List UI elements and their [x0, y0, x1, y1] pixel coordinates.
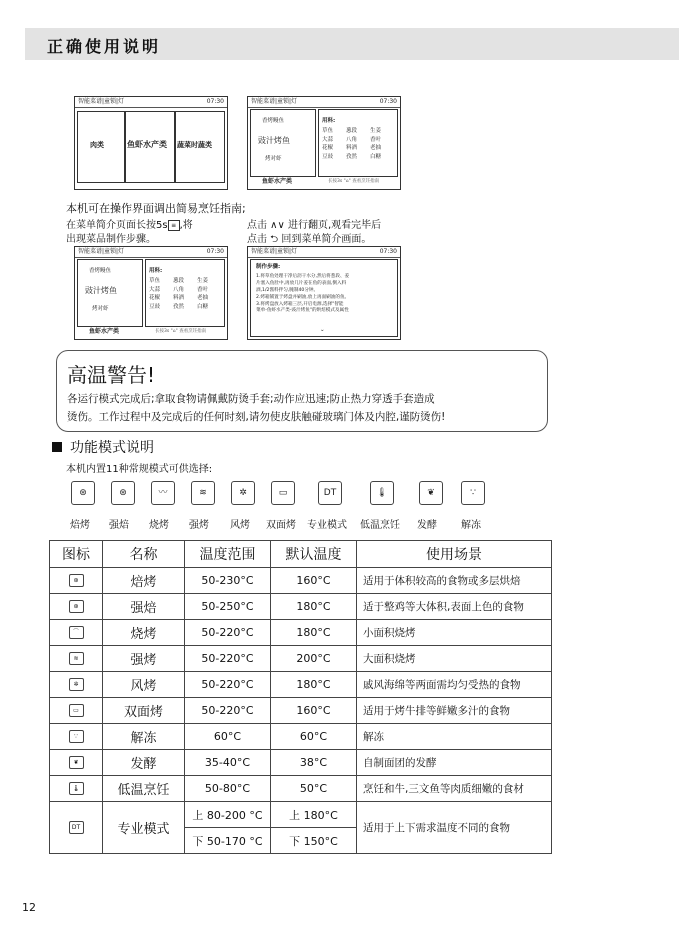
temp-range: 50-230°C	[185, 568, 271, 594]
footer-category: 鱼虾水产类	[89, 328, 120, 335]
table-row	[50, 620, 552, 646]
default-temp: 60°C	[271, 724, 357, 750]
default-temp: 180°C	[271, 620, 357, 646]
dt-icon: DT	[318, 481, 342, 505]
mode-label: 解冻	[461, 520, 481, 531]
clock-time: 07:30	[206, 248, 224, 255]
use-case: 自制面团的发酵	[357, 750, 552, 776]
recipe-prev: 香烤鳗鱼	[262, 118, 285, 124]
step-line: 3.将烤盘放入烤箱三层,开启电源,选择"智能	[256, 301, 344, 307]
mode-name: 烧烤	[103, 620, 185, 646]
mode-icon: 🌡	[69, 782, 84, 795]
mode-icon-cell	[50, 698, 103, 724]
temp-range-upper: 上 80-200 °C	[185, 802, 271, 828]
default-temp: 180°C	[271, 594, 357, 620]
ingredients-list	[322, 129, 394, 163]
modes-subtitle: 本机内置11种常规模式可供选择:	[66, 464, 213, 475]
intro-line2b: ,将	[179, 220, 193, 231]
temp-range: 50-220°C	[185, 672, 271, 698]
mode-icon-cell	[50, 776, 103, 802]
screen-recipe-detail	[74, 246, 228, 340]
menu-icon: ≡	[168, 220, 180, 231]
ferment-icon: ❦	[419, 481, 443, 505]
thermometer-icon: 🌡	[370, 481, 394, 505]
warning-line2: 烫伤。工作过程中及完成后的任何时刻,请勿使皮肤触碰玻璃门体及内腔,谨防烫伤!	[67, 411, 446, 423]
warning-title: 高温警告!	[67, 363, 156, 387]
status-label: 智能菜谱|童锁|灯	[251, 248, 298, 255]
screen-recipe-list	[247, 96, 401, 190]
intro-line2	[66, 216, 193, 231]
header-use: 使用场景	[357, 541, 552, 568]
modes-title: 功能模式说明	[70, 440, 154, 456]
table-row	[50, 568, 552, 594]
step-line: 片塞入鱼肚中,再放几片姜在鱼的表面,倒入料	[256, 280, 347, 286]
table-row	[50, 724, 552, 750]
header-icon: 图标	[50, 541, 103, 568]
chevron-down-icon[interactable]: ⌄	[320, 327, 325, 333]
ingredient-item: 料酒	[173, 295, 185, 301]
recipe-next: 烤对虾	[265, 156, 282, 162]
ingredient-item: 料酒	[346, 145, 358, 151]
table-row	[50, 750, 552, 776]
intro-line3: 出现菜品制作步骤。	[66, 234, 156, 245]
header-default: 默认温度	[271, 541, 357, 568]
use-case: 小面积烧烤	[357, 620, 552, 646]
ingredient-item: 八角	[346, 136, 358, 143]
mode-icon-cell	[50, 620, 103, 646]
step-line: 菜单-鱼虾水产类-豉汁烤鱼"的烘焙模式及属性	[256, 308, 349, 314]
mode-name: 双面烤	[103, 698, 185, 724]
defrost-icon: ∵	[461, 481, 485, 505]
table-row	[50, 802, 552, 828]
recipe-next: 烤对虾	[92, 306, 109, 312]
ingredient-item: 草鱼	[322, 128, 334, 134]
ingredient-item: 草鱼	[149, 278, 161, 284]
ingredient-item: 花椒	[149, 295, 161, 301]
temp-range: 50-80°C	[185, 776, 271, 802]
strong-grill-icon: ≋	[191, 481, 215, 505]
high-temp-warning	[56, 350, 548, 432]
table-row	[50, 646, 552, 672]
recipe-current: 豉汁烤鱼	[85, 286, 117, 295]
mode-icon: ∵	[69, 730, 84, 743]
ingredient-item: 老抽	[370, 145, 382, 151]
default-temp-lower: 下 150°C	[271, 828, 357, 854]
mode-label: 发酵	[417, 520, 437, 531]
ingredient-item: 花椒	[322, 145, 334, 151]
mode-icon: ≋	[69, 652, 84, 665]
default-temp: 160°C	[271, 568, 357, 594]
use-case: 适用于烤牛排等鲜嫩多汁的食物	[357, 698, 552, 724]
use-case: 适用于体积较高的食物或多层烘焙	[357, 568, 552, 594]
default-temp-upper: 上 180°C	[271, 802, 357, 828]
strong-fan-icon: ⊛	[111, 481, 135, 505]
section-title	[52, 437, 154, 457]
table-row	[50, 698, 552, 724]
warning-line1: 各运行模式完成后;拿取食物请佩戴防烫手套;动作应迅速;防止热力穿透手套造成	[67, 393, 435, 405]
header-name: 名称	[103, 541, 185, 568]
status-label: 智能菜谱|童锁|灯	[251, 98, 298, 105]
mode-name: 焙烤	[103, 568, 185, 594]
ingredient-item: 香叶	[197, 286, 209, 293]
ingredient-item: 孜然	[173, 303, 185, 310]
ingredient-item: 孜然	[346, 153, 358, 160]
ingredient-item: 豆豉	[149, 303, 161, 310]
fan-icon: ⊛	[71, 481, 95, 505]
mode-label: 烧烤	[149, 520, 169, 531]
ingredient-item: 生姜	[197, 278, 209, 284]
steps-text	[256, 274, 349, 315]
screen-recipe-steps	[247, 246, 401, 340]
mode-label: 强焙	[109, 520, 129, 531]
mode-icon-cell	[50, 750, 103, 776]
ingredient-item: 豆豉	[322, 153, 334, 160]
default-temp: 38°C	[271, 750, 357, 776]
ingredient-item: 八角	[173, 286, 185, 293]
mode-name: 强焙	[103, 594, 185, 620]
steps-title: 制作步骤:	[256, 264, 281, 270]
mode-name: 低温烹饪	[103, 776, 185, 802]
ingredient-item: 白糖	[370, 153, 382, 160]
ingredients-title: 用料:	[149, 268, 163, 274]
mode-icon-cell	[50, 594, 103, 620]
mode-icon-cell	[50, 646, 103, 672]
use-case: 大面积烧烤	[357, 646, 552, 672]
table-row	[50, 594, 552, 620]
footer-hint: 长按3s "⌂" 查看烹饪指南	[328, 179, 380, 184]
page-number: 12	[22, 901, 36, 914]
category-meat: 肉类	[90, 141, 104, 149]
use-case: 适于整鸡等大体积,表面上色的食物	[357, 594, 552, 620]
temp-range: 50-220°C	[185, 698, 271, 724]
grill-icon: 〰	[151, 481, 175, 505]
mode-label: 焙烤	[70, 520, 90, 531]
header-range: 温度范围	[185, 541, 271, 568]
recipe-prev: 香烤鳗鱼	[89, 268, 112, 274]
mode-name: 风烤	[103, 672, 185, 698]
mode-label: 风烤	[230, 520, 250, 531]
default-temp: 160°C	[271, 698, 357, 724]
mode-label: 双面烤	[266, 520, 296, 531]
mode-icon: ▭	[69, 704, 84, 717]
ingredient-item: 香叶	[370, 136, 382, 143]
mode-name: 专业模式	[103, 802, 185, 854]
table-row	[50, 776, 552, 802]
ingredient-item: 老抽	[197, 295, 209, 301]
category-seafood: 鱼虾水产类	[127, 140, 167, 149]
step-line: 2.烤箱铺置于烤盘并刷油,放上再面刷油的鱼。	[256, 294, 350, 300]
ingredient-item: 白糖	[197, 303, 209, 310]
intro-line1: 本机可在操作界面调出简易烹饪指南;	[66, 202, 246, 215]
footer-hint: 长按3s "⌂" 查看烹饪指南	[155, 329, 207, 334]
ingredients-title: 用料:	[322, 118, 336, 124]
ingredients-list	[149, 279, 221, 313]
default-temp: 50°C	[271, 776, 357, 802]
table-row	[50, 672, 552, 698]
mode-name: 解冻	[103, 724, 185, 750]
double-grill-icon: ▭	[271, 481, 295, 505]
mode-label: 低温烹饪	[360, 520, 400, 531]
mode-icon-cell	[50, 724, 103, 750]
clock-time: 07:30	[379, 98, 397, 105]
footer-category: 鱼虾水产类	[262, 178, 293, 185]
mode-icon: ⌒	[69, 626, 84, 639]
header-bar	[25, 28, 679, 60]
mode-label: 强烤	[189, 520, 209, 531]
bullet-square-icon	[52, 442, 62, 452]
mode-spec-table	[49, 540, 552, 854]
clock-time: 07:30	[379, 248, 397, 255]
ingredient-item: 大蒜	[149, 286, 161, 293]
ingredient-item: 大蒜	[322, 136, 334, 143]
status-label: 智能菜谱|童锁|灯	[78, 248, 125, 255]
clock-time: 07:30	[206, 98, 224, 105]
temp-range: 50-220°C	[185, 646, 271, 672]
dt-icon: DT	[69, 821, 84, 834]
screen-categories	[74, 96, 228, 190]
default-temp: 180°C	[271, 672, 357, 698]
mode-icon-cell	[50, 672, 103, 698]
page-title: 正确使用说明	[47, 37, 162, 56]
ingredient-item: 生姜	[370, 128, 382, 134]
intro-line2a: 在菜单简介页面长按5s	[66, 220, 168, 231]
use-case: 戚风海绵等两面需均匀受热的食物	[357, 672, 552, 698]
mode-icon-cell	[50, 802, 103, 854]
default-temp: 200°C	[271, 646, 357, 672]
mode-icon: ❦	[69, 756, 84, 769]
status-label: 智能菜谱|童锁|灯	[78, 98, 125, 105]
use-case: 解冻	[357, 724, 552, 750]
mode-name: 发酵	[103, 750, 185, 776]
mode-icon: ⊛	[69, 574, 84, 587]
temp-range: 35-40°C	[185, 750, 271, 776]
mode-icon-cell	[50, 568, 103, 594]
intro-line5: 点击 ⮌ 回到菜单简介画面。	[247, 234, 372, 245]
temp-range: 50-220°C	[185, 620, 271, 646]
convection-grill-icon: ✲	[231, 481, 255, 505]
ingredient-item: 葱段	[346, 128, 358, 134]
temp-range-lower: 下 50-170 °C	[185, 828, 271, 854]
recipe-current: 豉汁烤鱼	[258, 136, 290, 145]
ingredient-item: 葱段	[173, 278, 185, 284]
category-vegetable: 蔬菜时蔬类	[177, 141, 212, 149]
step-line: 1.将草鱼处理干净后沥干水分,然后将葱段、姜	[256, 274, 350, 279]
mode-name: 强烤	[103, 646, 185, 672]
mode-icon: ⊛	[69, 600, 84, 613]
use-case: 适用于上下需求温度不同的食物	[357, 802, 552, 854]
mode-label: 专业模式	[307, 520, 347, 531]
use-case: 烹饪和牛,三文鱼等肉质细嫩的食材	[357, 776, 552, 802]
mode-icon: ✲	[69, 678, 84, 691]
temp-range: 60°C	[185, 724, 271, 750]
intro-line4: 点击 ∧∨ 进行翻页,观看完毕后	[247, 220, 382, 231]
step-line: 酒,1/2酱料拌匀,腌制40分钟。	[256, 287, 319, 293]
temp-range: 50-250°C	[185, 594, 271, 620]
